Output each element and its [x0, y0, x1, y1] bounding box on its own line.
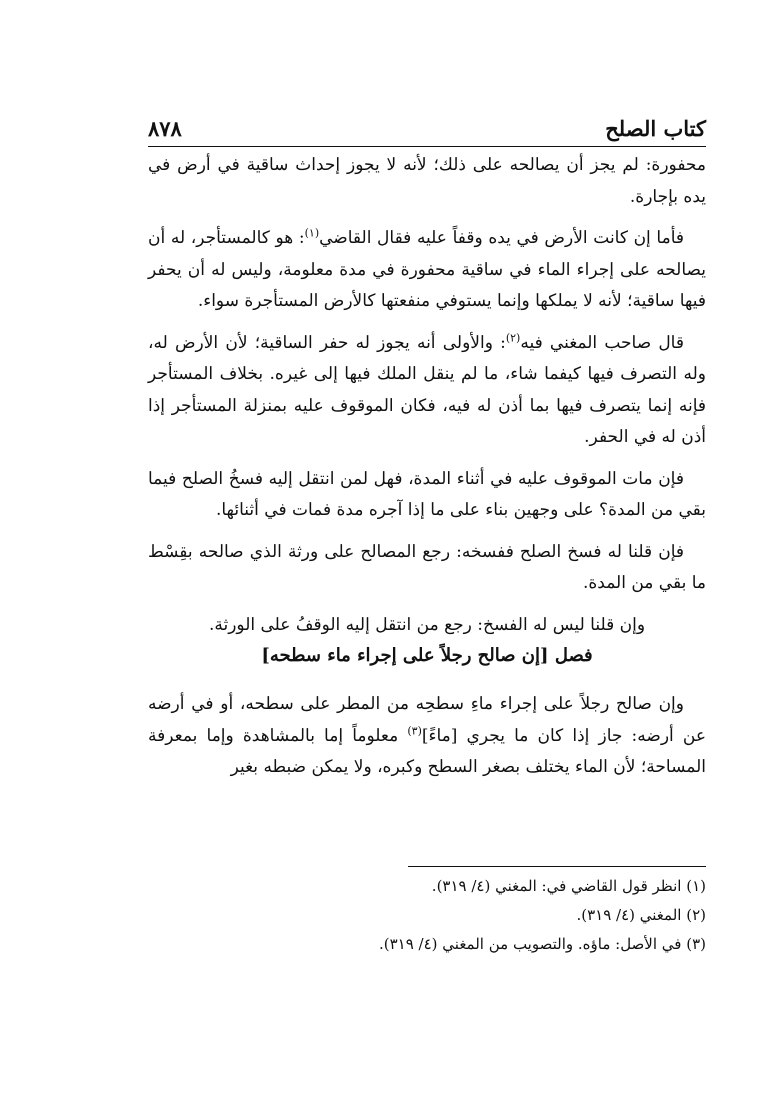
paragraph-7-text-b: معلوماً إما بالمشاهدة وإما بمعرفة المساحة؛ لأن الماء يختلف بصغر السطح وكبره، ولا يمكن ضبطه بغير — [148, 725, 706, 777]
paragraph-4: فإن مات الموقوف عليه في أثناء المدة، فهل لمن انتقل إليه فسخُ الصلح فيما بقي من المدة؟ على وجهين بناء على ما إذا آجره مدة فمات في أثنائها. — [148, 468, 706, 520]
footnotes — [148, 874, 706, 961]
paragraph-7-text-a: وإن صالح رجلاً على إجراء ماءِ سطحِه من المطر على سطحه، أو في أرضه عن أرضه: جاز إذا كان ما يجري [ماءً] — [148, 694, 706, 746]
footnote-ref-2: (٢) — [505, 330, 521, 344]
page-header — [148, 116, 706, 146]
footnote-2: (٢) المغني (٤/ ٣١٩). — [576, 906, 706, 924]
paragraph-7 — [148, 689, 706, 784]
page-number: ٨٧٨ — [148, 116, 182, 141]
paragraph-3-text-b: : والأولى أنه يجوز له حفر الساقية؛ لأن الأرض له، وله التصرف فيها كيفما شاء، ما لم ينقل الملك فيها إلى غيره. بخلاف المستأجر فإنه إنما يتصرف فيها بما أذن له فيه، فكان الموقوف عليه بمنزلة المستأجر إذا أذن له في الحفر. — [148, 332, 706, 447]
footnote-ref-3: (٣) — [407, 723, 422, 737]
paragraph-3 — [148, 328, 706, 454]
paragraph-2-text-b: : هو كالمستأجر، له أن يصالحه على إجراء الماء في ساقية محفورة في مدة معلومة، وليس له أن يحفر فيها ساقية؛ لأنه لا يملكها وإنما يستوفي منفعتها كالأرض المستأجرة سواء. — [148, 228, 706, 311]
header-rule — [148, 146, 706, 147]
paragraph-5: فإن قلنا له فسخ الصلح ففسخه: رجع المصالح على ورثة الذي صالحه بقِسْط ما بقي من المدة. — [148, 541, 706, 593]
paragraph-2 — [148, 223, 706, 318]
paragraph-1: محفورة: لم يجز أن يصالحه على ذلك؛ لأنه لا يجوز إحداث ساقية في أرض في يده بإجارة. — [148, 155, 706, 207]
book-title: كتاب الصلح — [605, 116, 706, 141]
paragraph-3-text-a: قال صاحب المغني فيه — [520, 332, 684, 353]
footnote-ref-1: (١) — [304, 226, 320, 240]
paragraph-6: وإن قلنا ليس له الفسخ: رجع من انتقل إليه الوقفُ على الورثة. — [208, 614, 646, 635]
body-text — [148, 150, 706, 794]
footnote-3: (٣) في الأصل: ماؤه. والتصويب من المغني (٤/ ٣١٩). — [378, 935, 706, 953]
paragraph-2-text-a: فأما إن كانت الأرض في يده وقفاً عليه فقال القاضي — [319, 228, 684, 248]
section-heading: فصل [إن صالح رجلاً على إجراء ماء سطحه] — [261, 645, 593, 666]
footnote-rule — [408, 866, 706, 867]
footnote-1: (١) انظر قول القاضي في: المغني (٤/ ٣١٩). — [431, 877, 706, 895]
